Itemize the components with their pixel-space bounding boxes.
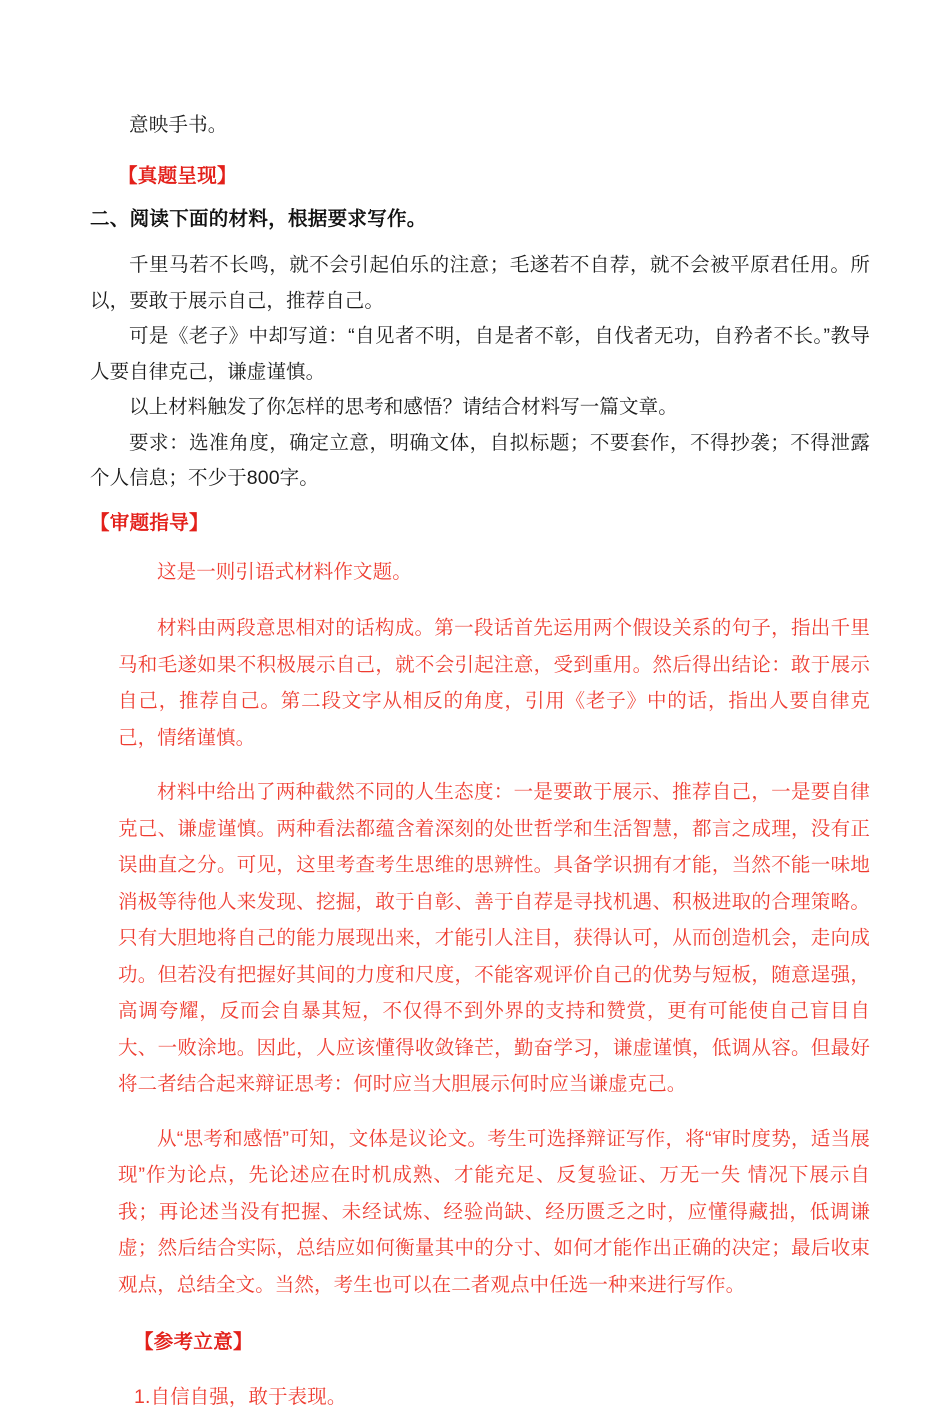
reference-theme-item-1: 1.自信自强，敢于表现。 — [134, 1386, 347, 1408]
material-paragraph-3: 以上材料触发了你怎样的思考和感悟？请结合材料写一篇文章。 — [129, 396, 678, 418]
spacer — [90, 1303, 870, 1325]
spacer — [90, 1359, 870, 1379]
spacer — [90, 143, 870, 159]
section-subtitle-real-question: 二、阅读下面的材料，根据要求写作。 — [90, 208, 427, 230]
guidance-paragraph-4: 从“思考和感悟”可知，文体是议论文。考生可选择辩证写作，将“审时度势，适当展现”作为论点，先论述应在时机成熟、才能充足、反复验证、万无一失 情况下展示自我；再论述当没有把握、未经试炼、经验尚缺、经历匮乏之时，应懂得藏拙，低调谦虚；然后结合实际，总结应如何衡量其中的分寸、如何才能作出正确的决定；最后收束观点，总结全文。当然，考生也可以在二者观点中任选一种来进行写作。 — [118, 1127, 870, 1296]
spacer — [90, 236, 870, 248]
material-paragraph-1: 千里马若不长鸣，就不会引起伯乐的注意；毛遂若不自荐，就不会被平原君任用。所以，要敢于展示自己，推荐自己。 — [90, 254, 870, 312]
spacer — [118, 756, 870, 774]
spacer — [90, 497, 870, 506]
guidance-paragraph-2: 材料由两段意思相对的话构成。第一段话首先运用两个假设关系的句子，指出千里马和毛遂如果不积极展示自己，就不会引起注意，受到重用。然后得出结论：敢于展示自己，推荐自己。第二段文字从相反的角度，引用《老子》中的话，指出人要自律克己，情绪谨慎。 — [118, 617, 870, 749]
spacer — [118, 590, 870, 610]
material-requirements: 要求：选准角度，确定立意，明确文体，自拟标题；不要套作，不得抄袭；不得泄露个人信息；不少于800字。 — [90, 431, 870, 489]
material-paragraph-2: 可是《老子》中却写道：“自见者不明，自是者不彰，自伐者无功，自矜者不长。”教导人要自律克己，谦虚谨慎。 — [90, 325, 870, 383]
document-body — [90, 108, 870, 1416]
guidance-paragraph-3: 材料中给出了两种截然不同的人生态度：一是要敢于展示、推荐自己，一是要自律克己、谦虚谨慎。两种看法都蕴含着深刻的处世哲学和生活智慧，都言之成理，没有正误曲直之分。可见，这里考查考生思维的思辨性。具备学识拥有才能，当然不能一味地消极等待他人来发现、挖掘，敢于自彰、善于自荐是寻找机遇、积极进取的合理策略。只有大胆地将自己的能力展现出来，才能引人注目，获得认可，从而创造机会，走向成功。但若没有把握好其间的力度和尺度，不能客观评价自己的优势与短板，随意逞强，高调夸耀，反而会自暴其短，不仅得不到外界的支持和赞赏，更有可能使自己盲目自大、一败涂地。因此，人应该懂得收敛锋芒，勤奋学习，谦虚谨慎，低调从容。但最好将二者结合起来辩证思考：何时应当大胆展示何时应当谦虚克己。 — [118, 781, 870, 1095]
carryover-line: 意映手书。 — [129, 114, 228, 136]
section-header-real-question: 【真题呈现】 — [118, 165, 237, 187]
guidance-paragraph-1: 这是一则引语式材料作文题。 — [157, 560, 412, 583]
spacer — [90, 193, 870, 202]
guidance-text-block — [118, 554, 870, 1304]
spacer — [118, 1103, 870, 1121]
section-header-review-guidance: 【审题指导】 — [90, 511, 209, 534]
section-header-reference-theme: 【参考立意】 — [134, 1331, 253, 1353]
spacer — [90, 540, 870, 554]
